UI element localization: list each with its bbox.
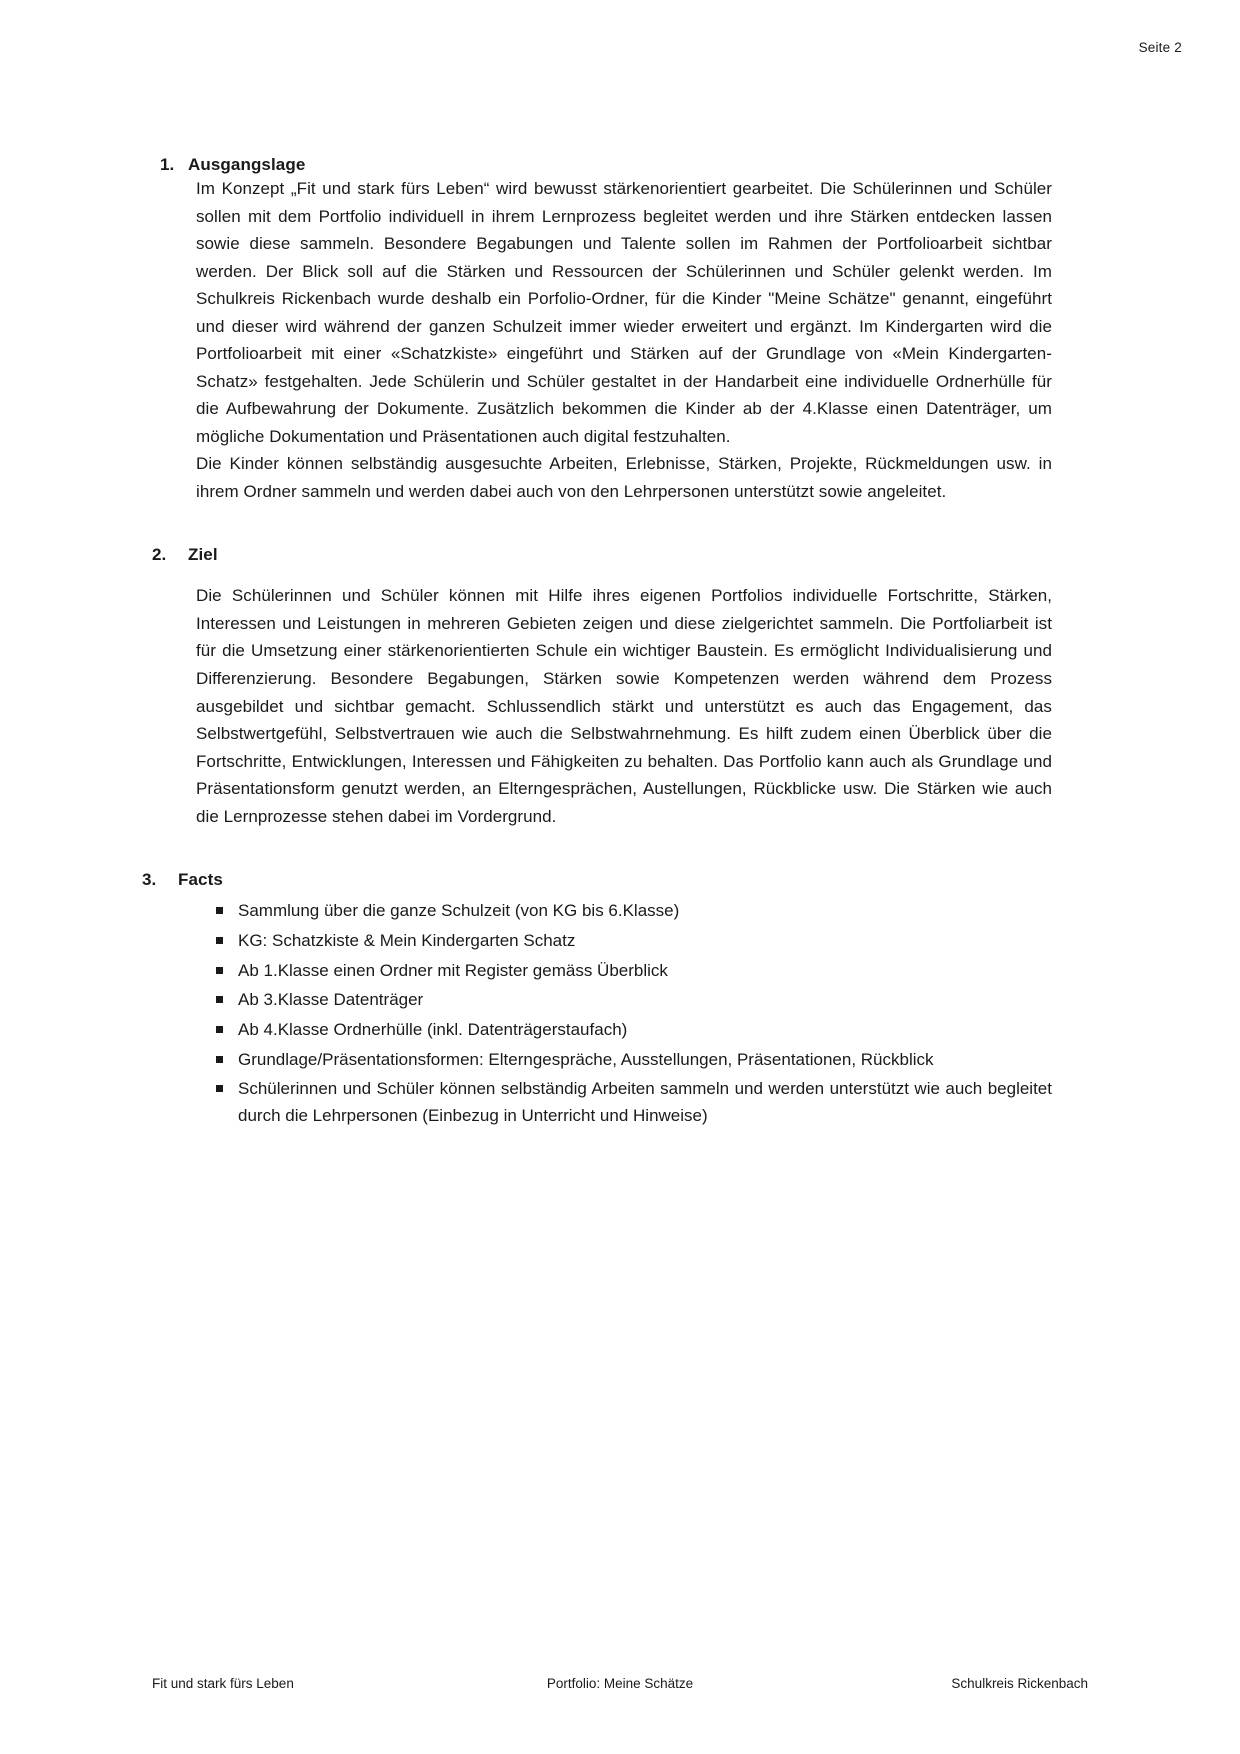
list-item: [196, 1075, 1052, 1129]
list-item: [196, 957, 1052, 984]
page-footer: [152, 1676, 1088, 1691]
footer-right-text: Schulkreis Rickenbach: [951, 1676, 1088, 1691]
list-item-label: Schülerinnen und Schüler können selbständig Arbeiten sammeln und werden unterstützt wie auch begleitet durch die Lehrpersonen (Einbezug in Unterricht und Hinweise): [238, 1079, 1052, 1126]
list-item: [196, 1016, 1052, 1043]
section-heading: [152, 545, 1052, 565]
section-title: Facts: [178, 870, 223, 890]
bullet-square-icon: [216, 1026, 223, 1033]
bullet-square-icon: [216, 996, 223, 1003]
section-title: Ziel: [188, 545, 218, 565]
list-item-label: Sammlung über die ganze Schulzeit (von KG bis 6.Klasse): [238, 901, 680, 921]
section-number: 3.: [142, 870, 157, 890]
bullet-square-icon: [216, 1085, 223, 1092]
page-number-header: Seite 2: [1138, 40, 1182, 55]
paragraph: Im Konzept „Fit und stark fürs Leben“ wird bewusst stärkenorientiert gearbeitet. Die Schülerinnen und Schüler sollen mit dem Portfolio individuell in ihrem Lernprozess begleitet werden und ihre Stärken entdecken lassen sowie diese sammeln. Besondere Begabungen und Talente sollen im Rahmen der Portfolioarbeit sichtbar werden. Der Blick soll auf die Stärken und Ressourcen der Schülerinnen und Schüler gelenkt werden. Im Schulkreis Rickenbach wurde deshalb ein Porfolio-Ordner, für die Kinder "Meine Schätze" genannt, eingeführt und dieser wird während der ganzen Schulzeit immer wieder erweitert und ergänzt. Im Kindergarten wird die Portfolioarbeit mit einer «Schatzkiste» eingeführt und Stärken auf der Grundlage von «Mein Kindergarten-Schatz» festgehalten. Jede Schülerin und Schüler gestaltet in der Handarbeit eine individuelle Ordnerhülle für die Aufbewahrung der Dokumente. Zusätzlich bekommen die Kinder ab der 4.Klasse einen Datenträger, um mögliche Dokumentation und Präsentationen auch digital festzuhalten.: [196, 179, 1052, 446]
facts-list: [196, 897, 1052, 1130]
document-body: [142, 155, 1052, 1154]
list-item-label: Ab 3.Klasse Datenträger: [238, 990, 424, 1010]
bullet-square-icon: [216, 967, 223, 974]
section-facts: [142, 870, 1052, 1130]
paragraph: Die Schülerinnen und Schüler können mit Hilfe ihres eigenen Portfolios individuelle Fortschritte, Stärken, Interessen und Leistungen in mehreren Gebieten zeigen und diese zielgerichtet sammeln. Die Portfoliarbeit ist für die Umsetzung einer stärkenorientierten Schule ein wichtiger Baustein. Es ermöglicht Individualisierung und Differenzierung. Besondere Begabungen, Stärken sowie Kompetenzen werden während dem Prozess ausgebildet und sichtbar gemacht. Schlussendlich stärkt und unterstützt es auch das Engagement, das Selbstwertgefühl, Selbstvertrauen wie auch die Selbstwahrnehmung. Es hilft zudem einen Überblick über die Fortschritte, Entwicklungen, Interessen und Fähigkeiten zu behalten. Das Portfolio kann auch als Grundlage und Präsentationsform genutzt werden, an Elterngesprächen, Austellungen, Rückblicke usw. Die Stärken wie auch die Lernprozesse stehen dabei im Vordergrund.: [196, 586, 1052, 826]
section-ausgangslage: [152, 155, 1052, 505]
section-number: 1.: [160, 155, 175, 174]
bullet-square-icon: [216, 1056, 223, 1063]
list-item: [196, 897, 1052, 924]
section-ziel: [152, 545, 1052, 830]
list-item-label: Ab 1.Klasse einen Ordner mit Register gemäss Überblick: [238, 960, 668, 980]
bullet-square-icon: [216, 907, 223, 914]
list-item-label: Grundlage/Präsentationsformen: Elterngespräche, Ausstellungen, Präsentationen, Rückblick: [238, 1049, 934, 1069]
bullet-square-icon: [216, 937, 223, 944]
section-heading: [152, 155, 1052, 175]
list-item-label: Ab 4.Klasse Ordnerhülle (inkl. Datenträgerstaufach): [238, 1019, 628, 1039]
paragraph: Die Kinder können selbständig ausgesuchte Arbeiten, Erlebnisse, Stärken, Projekte, Rückmeldungen usw. in ihrem Ordner sammeln und werden dabei auch von den Lehrpersonen unterstützt sowie angeleitet.: [196, 454, 1052, 501]
list-item: [196, 986, 1052, 1013]
section-title: Ausgangslage: [188, 155, 306, 174]
list-item: [196, 927, 1052, 954]
section-body: [196, 175, 1052, 505]
section-heading: [142, 870, 1052, 890]
section-body: [196, 582, 1052, 830]
list-item-label: KG: Schatzkiste & Mein Kindergarten Schatz: [238, 930, 576, 950]
list-item: [196, 1046, 1052, 1073]
footer-center-text: Portfolio: Meine Schätze: [546, 1676, 694, 1691]
footer-left-text: Fit und stark fürs Leben: [152, 1676, 294, 1691]
section-number: 2.: [152, 545, 167, 565]
